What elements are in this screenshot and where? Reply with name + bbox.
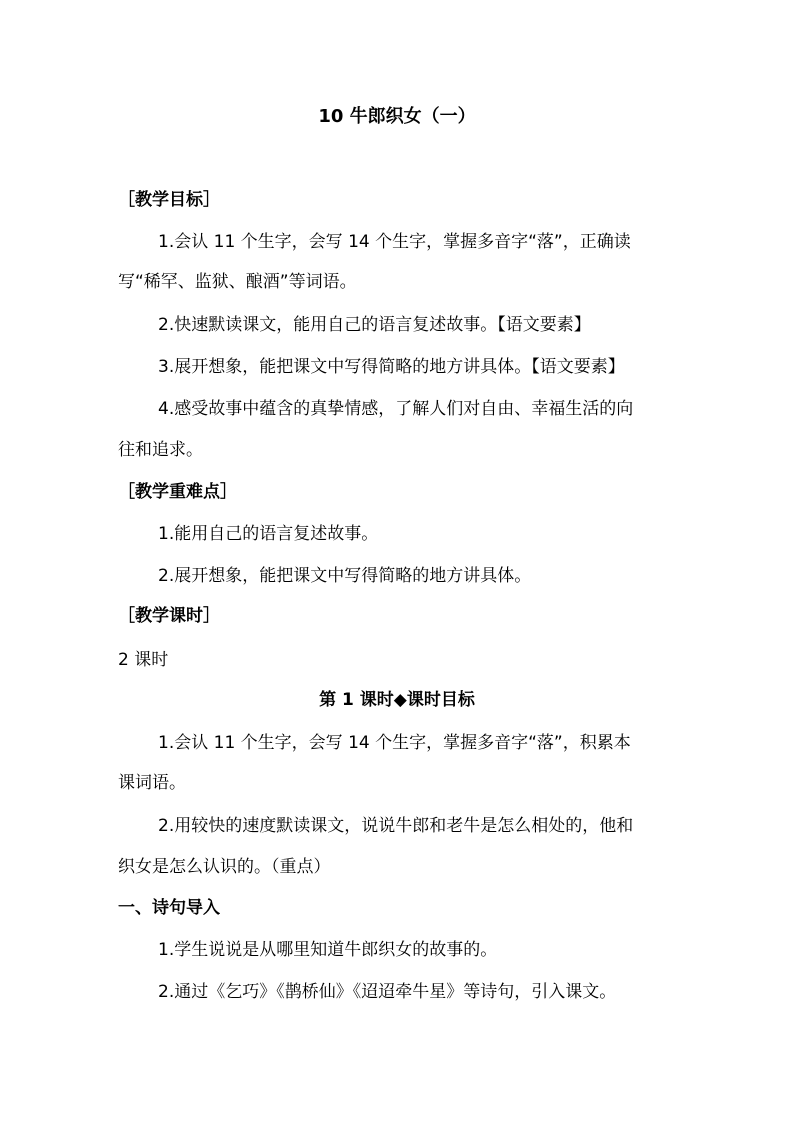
goal-item-4-line-2: 往和追求。 [118,440,203,460]
part-1-item-2: 2.通过《乞巧》《鹊桥仙》《迢迢牵牛星》等诗句，引入课文。 [158,982,617,1002]
lesson-1-heading: 第 1 课时◆课时目标 [319,690,475,710]
section-heading-hours: ［教学课时］ [118,606,220,626]
lesson-goal-2-line-1: 2.用较快的速度默读课文，说说牛郎和老牛是怎么相处的，他和 [158,816,634,836]
section-heading-goals: ［教学目标］ [118,190,220,210]
part-1-heading: 一、诗句导入 [118,898,220,918]
part-1-item-1: 1.学生说说是从哪里知道牛郎织女的故事的。 [158,940,498,960]
hours-value: 2 课时 [118,650,169,670]
goal-item-2: 2.快速默读课文，能用自己的语言复述故事。【语文要素】 [158,315,591,335]
goal-item-1-line-1: 1.会认 11 个生字，会写 14 个生字，掌握多音字“落”，正确读 [158,232,631,252]
section-heading-key-points: ［教学重难点］ [118,482,237,502]
lesson-goal-1-line-2: 课词语。 [118,773,186,793]
page-title: 10 牛郎织女（一） [318,106,476,127]
lesson-goal-1-line-1: 1.会认 11 个生字，会写 14 个生字，掌握多音字“落”，积累本 [158,733,631,753]
key-point-1: 1.能用自己的语言复述故事。 [158,524,379,544]
lesson-goal-2-line-2: 织女是怎么认识的。（重点） [118,857,331,877]
key-point-2: 2.展开想象，能把课文中写得简略的地方讲具体。 [158,566,532,586]
goal-item-1-line-2: 写“稀罕、监狱、酿酒”等词语。 [118,272,357,292]
goal-item-3: 3.展开想象，能把课文中写得简略的地方讲具体。【语文要素】 [158,357,625,377]
goal-item-4-line-1: 4.感受故事中蕴含的真挚情感，了解人们对自由、幸福生活的向 [158,399,634,419]
